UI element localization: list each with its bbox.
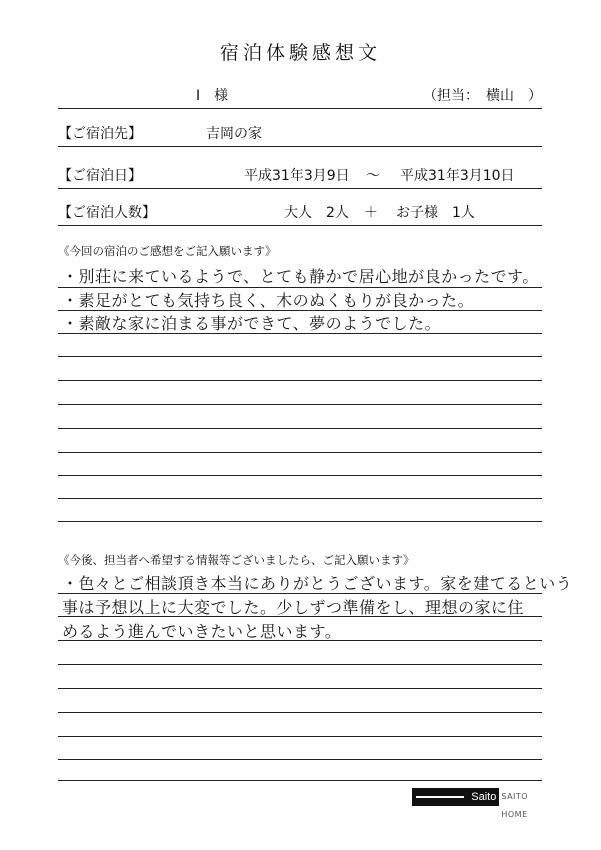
customer-row <box>58 88 542 109</box>
children-count: お子様 1人 <box>396 205 475 221</box>
ruled-line <box>58 475 542 476</box>
request-line: 事は予想以上に大変でした。少しずつ準備をし、理想の家に住 <box>62 598 525 617</box>
requests-prompt: 《今後、担当者へ希望する情報等ございましたら、ご記入願います》 <box>58 553 415 567</box>
ruled-line <box>58 404 542 405</box>
ruled-line <box>58 428 542 429</box>
place-row <box>58 126 542 147</box>
logo-mark <box>412 788 468 806</box>
ruled-line <box>58 380 542 381</box>
ruled-line <box>58 521 542 522</box>
adults-count: 大人 2人 <box>284 205 349 221</box>
impressions-prompt: 《今回の宿泊のご感想をご記入願います》 <box>58 244 277 258</box>
document-title: 宿泊体験感想文 <box>219 42 381 64</box>
place-label: 【ご宿泊先】 <box>58 126 142 142</box>
date-separator: ～ <box>366 168 380 184</box>
ruled-line <box>58 664 542 665</box>
ruled-line <box>58 498 542 499</box>
date-label: 【ご宿泊日】 <box>58 168 142 184</box>
impression-line: ・別荘に来ているようで、とても静かで居心地が良かったです。 <box>62 267 539 286</box>
impression-line: ・素足がとても気持ち良く、木のぬくもりが良かった。 <box>62 291 475 310</box>
ruled-line <box>58 452 542 453</box>
logo-text: Saito <box>468 788 499 806</box>
date-from: 平成31年3月9日 <box>244 168 350 184</box>
request-line: めるよう進んでいきたいと思います。 <box>62 622 342 641</box>
place-value: 吉岡の家 <box>206 126 262 142</box>
customer-name: I 様 <box>196 88 229 104</box>
ruled-line <box>58 688 542 689</box>
ruled-line <box>58 736 542 737</box>
staff-name: （担当： 横山 ） <box>423 88 542 104</box>
date-row <box>58 168 542 189</box>
ruled-line <box>58 356 542 357</box>
company-logo <box>412 788 544 819</box>
ruled-line <box>58 780 542 781</box>
plus-sign: ＋ <box>364 205 378 221</box>
ruled-line <box>58 712 542 713</box>
request-line: ・色々とご相談頂き本当にありがとうございます。家を建てるという <box>62 574 573 593</box>
logo-subtext: SAITO HOME <box>501 792 529 819</box>
people-row <box>58 205 542 226</box>
people-label: 【ご宿泊人数】 <box>58 205 156 221</box>
ruled-line <box>58 759 542 760</box>
impression-line: ・素敵な家に泊まる事ができて、夢のようでした。 <box>62 314 442 333</box>
date-to: 平成31年3月10日 <box>400 168 515 184</box>
